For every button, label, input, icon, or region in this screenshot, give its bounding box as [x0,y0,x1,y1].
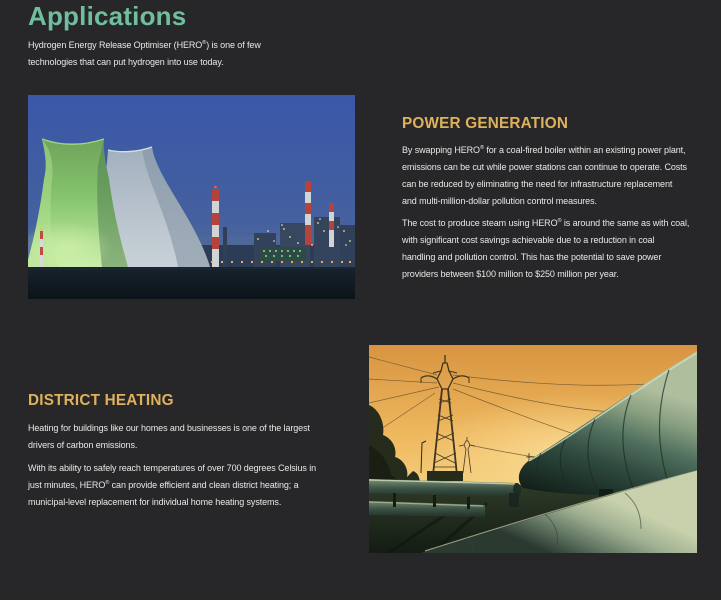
district-heating-heading: DISTRICT HEATING [28,392,174,409]
registered-mark: ® [105,480,110,486]
striped-smokestack [212,186,219,267]
district-heating-section [28,392,174,410]
intro-text [28,37,368,71]
intro-line-2: technologies that can put hydrogen into use today. [28,57,224,67]
power-generation-section [402,115,568,133]
power-generation-paragraph-1: By swapping HERO® for a coal-fired boiler within an existing power plant, emissions can be cut while power stations can continue to operate. Costs can be reduced by eliminating the need for infrastructure replacement and multi-million-dollar pollution control measures. [402,145,687,206]
pipeline-image [369,345,697,553]
registered-mark: ® [479,145,484,151]
power-generation-paragraph-2: The cost to produce steam using HERO® is around the same as with coal, with significant cost savings achievable due to a reduction in coal handling and pollution control. This has the potential to save power providers between $100 million to $250 million per year. [402,218,690,279]
intro-line-1: Hydrogen Energy Release Optimiser (HERO®) is one of few [28,40,261,50]
pylon-base [427,471,463,481]
dark-field [28,267,355,299]
pipeline-scene [369,345,697,553]
registered-mark: ® [557,218,562,224]
power-plant-scene [28,95,355,299]
page-title: Applications [28,1,187,31]
district-heating-paragraph-2: With its ability to safely reach temperatures of over 700 degrees Celsius in just minutes, HERO® can provide efficient and clean district heating; a municipal-level replacement for individual home heating systems. [28,463,317,507]
power-plant-image [28,95,355,299]
registered-mark: ® [202,40,207,46]
district-heating-paragraph-1: Heating for buildings like our homes and businesses is one of the largest drivers of carbon emissions. [28,423,310,450]
power-generation-heading: POWER GENERATION [402,115,569,132]
striped-mast [40,228,43,267]
